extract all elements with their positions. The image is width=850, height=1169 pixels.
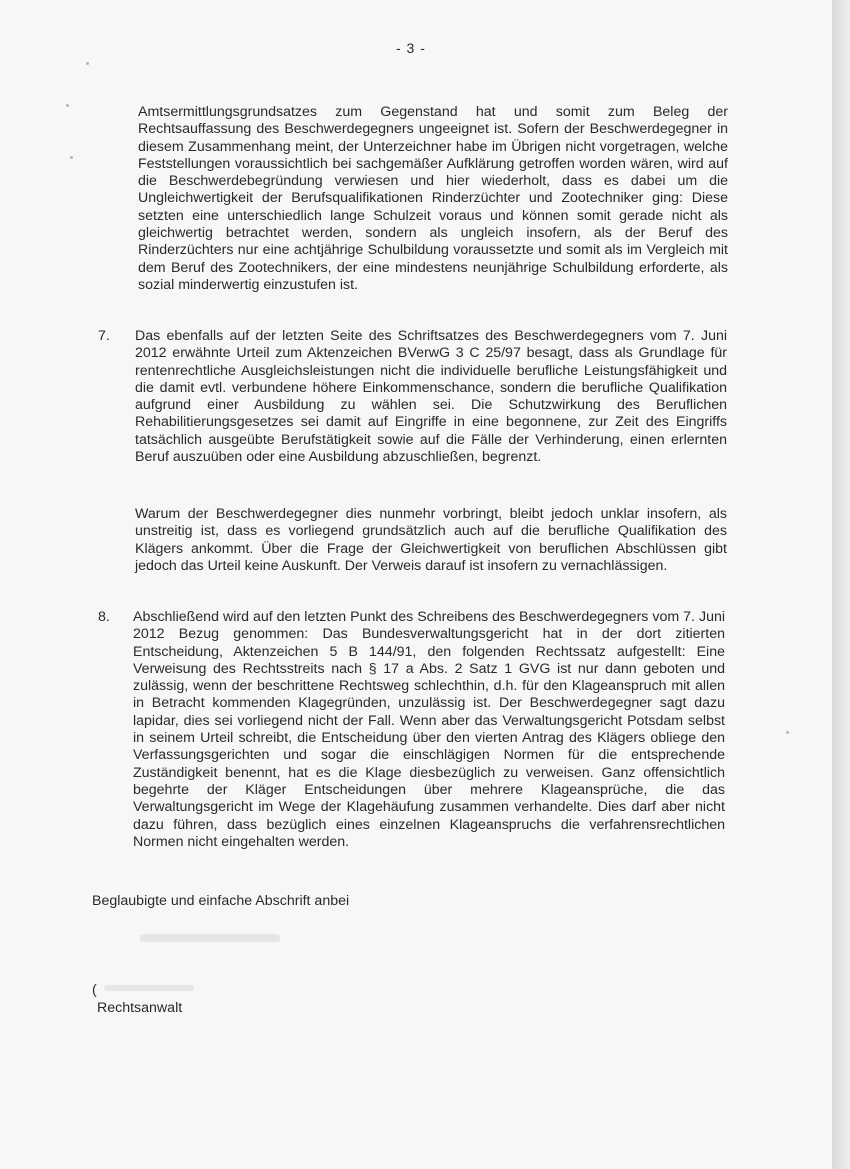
scan-speck <box>70 156 73 159</box>
paragraph-7-followup: Warum der Beschwerdegegner dies nunmehr vorbringt, bleibt jedoch unklar insofern, als unstreitig ist, dass es vorliegend grundsätzlich auch auf die berufliche Qualifikation des Klägers ankommt. Über die Frage der Gleichwertigkeit von beruflichen Abschlüssen gibt jedoch das Urteil keine Auskunft. Der Verweis darauf ist insofern zu vernachlässigen. <box>135 506 727 574</box>
paragraph-continued: Amtsermittlungsgrundsatzes zum Gegenstand hat und somit zum Beleg der Rechtsauffassung des Beschwerdegegners ungeeignet ist. Sofern der Beschwerdegegner in diesem Zusammenhang meint, der Unterzeichner habe im Übrigen nicht vorgetragen, welche Feststellungen voraussichtlich bei sachgemäßer Aufklärung getroffen worden wären, wird auf die Beschwerdebegründung verwiesen und hier wiederholt, dass es dabei um die Ungleichwertigkeit der Berufsqualifikationen Rinderzüchter und Zootechniker ging: Diese setzten eine unterschiedlich lange Schulzeit voraus und können somit gerade nicht als gleichwertig betrachtet werden, sondern als ungleich insofern, als der Beruf des Rinderzüchters nur eine achtjährige Schulbildung voraussetzte und somit als im Vergleich mit dem Beruf des Zootechnikers, der eine mindestens neunjährige Schulbildung erforderte, als sozial minderwertig einzustufen ist. <box>138 104 728 293</box>
scan-speck <box>786 731 789 734</box>
scan-edge <box>832 0 850 1169</box>
paragraph-8: Abschließend wird auf den letzten Punkt des Schreibens des Beschwerdegegners vom 7. Juni 2012 Bezug genommen: Das Bundesverwaltungsgericht hat in der dort zitierten Entscheidung, Aktenzeichen 5 B 144/91, den folgenden Rechtssatz aufgestellt: Eine Verweisung des Rechtsstreits nach § 17 a Abs. 2 Satz 1 GVG ist nur dann geboten und zulässig, wenn der beschrittene Rechtsweg schlechthin, d.h. für den Klageanspruch mit allen in Betracht kommenden Klagegründen, unzulässig ist. Der Beschwerdegegner sagt dazu lapidar, dies sei vorliegend nicht der Fall. Wenn aber das Verwaltungsgericht Potsdam selbst in seinem Urteil schreibt, die Entscheidung über den vierten Antrag des Klägers obliege den Verfassungsgerichten und sogar die einschlägigen Normen für die entsprechende Zuständigkeit benennt, hat es die Klage diesbezüglich zu verweisen. Ganz offensichtlich begehrte der Kläger Entscheidungen über mehrere Klageansprüche, die das Verwaltungsgericht im Wege der Klagehäufung zusammen verhandelte. Dies darf aber nicht dazu führen, dass bezüglich eines einzelnen Klageanspruchs die verfahrensrechtlichen Normen nicht eingehalten werden. <box>133 609 725 850</box>
scan-speck <box>66 104 69 107</box>
paragraph-7: Das ebenfalls auf der letzten Seite des Schriftsatzes des Beschwerdegegners vom 7. Juni 2012 erwähnte Urteil zum Aktenzeichen BVerwG 3 C 25/97 besagt, dass als Grundlage für rentenrechtliche Ausgleichsleistungen nicht die individuelle berufliche Leistungsfähigkeit und die damit evtl. verbundene höhere Einkommenschance, sondern die berufliche Qualifikation aufgrund einer Ausbildung zu wählen sei. Die Schutzwirkung des Beruflichen Rehabilitierungsgesetzes sei damit auf Eingriffe in eine begonnene, zur Zeit des Eingriffs tatsächlich ausgeübte Berufstätigkeit sowie auf die Fälle der Verhinderung, einen erlernten Beruf auszuüben oder eine Ausbildung abzuschließen, begrenzt. <box>135 328 727 466</box>
signature-parenthesis: ( <box>92 982 97 998</box>
item-number-8: 8. <box>98 609 110 625</box>
scan-speck <box>86 62 89 65</box>
signature-role: Rechtsanwalt <box>97 1000 183 1016</box>
page-number: - 3 - <box>396 40 426 56</box>
redacted-name <box>104 985 194 991</box>
item-number-7: 7. <box>98 328 110 344</box>
redacted-signature <box>140 934 280 942</box>
enclosure-note: Beglaubigte und einfache Abschrift anbei <box>92 893 350 909</box>
